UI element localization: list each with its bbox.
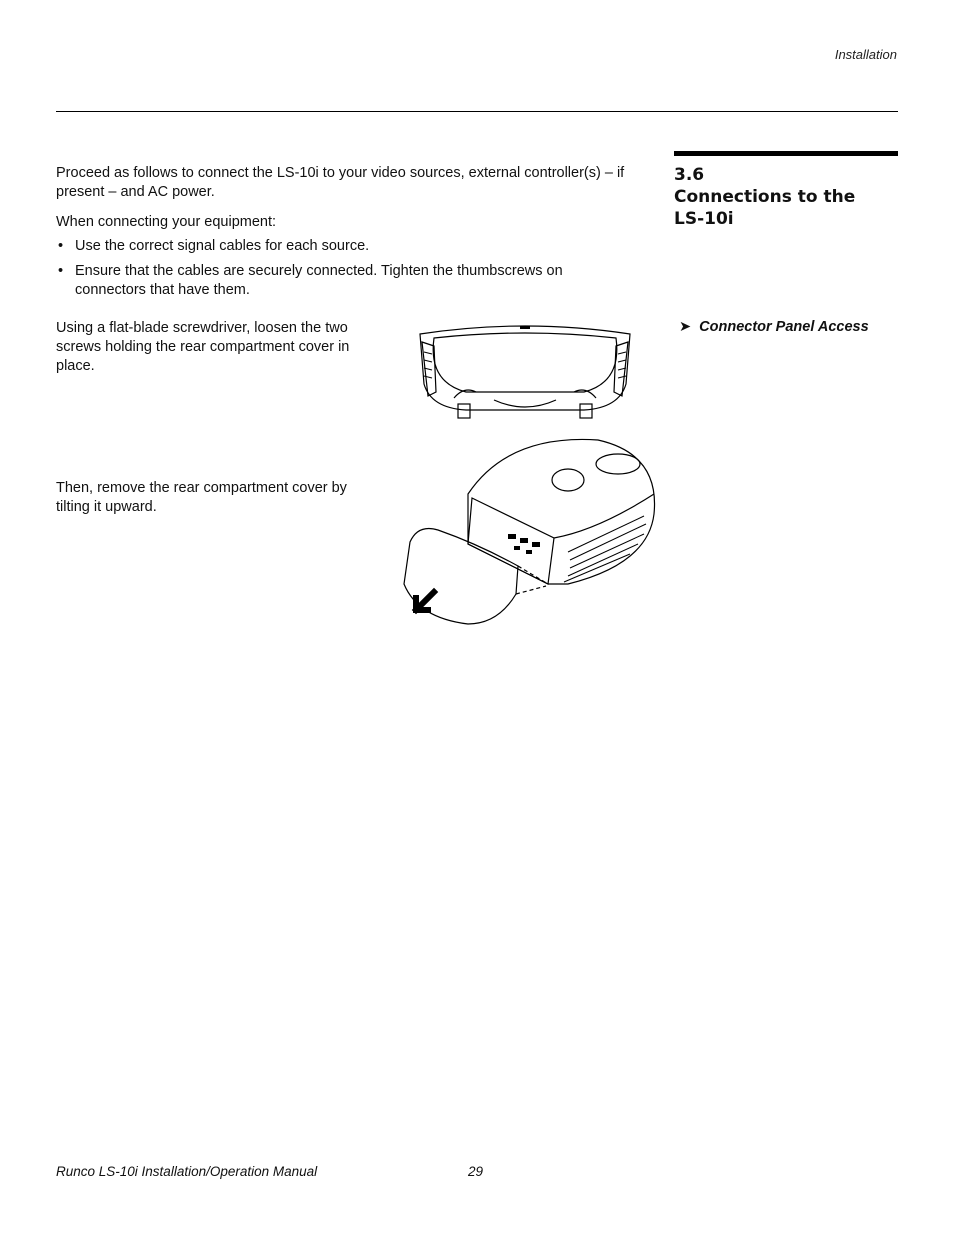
- list-item: [56, 262, 616, 300]
- cover-removal-figure: [398, 434, 660, 630]
- list-item: [56, 237, 616, 256]
- footer-manual-title: Runco LS-10i Installation/Operation Manual: [56, 1164, 318, 1179]
- bullet-icon: •: [58, 238, 64, 254]
- section-title-line1: Connections to the: [674, 187, 856, 207]
- projector-rear-view-figure: [414, 322, 636, 422]
- header-rule: [56, 111, 898, 112]
- bullet-icon: •: [58, 263, 64, 279]
- step-2-text: Then, remove the rear compartment cover by tilting it upward.: [56, 480, 347, 515]
- procedure-heading: [679, 319, 869, 335]
- pointer-arrow-icon: ➤: [679, 319, 692, 335]
- bullet-list: [56, 237, 616, 306]
- section-heading: [674, 164, 898, 230]
- intro-paragraph: Proceed as follows to connect the LS-10i to your video sources, external controller(s) – if present – and AC power.: [56, 165, 625, 200]
- step-1-text: Using a flat-blade screwdriver, loosen the two screws holding the rear compartment cover in place.: [56, 320, 350, 374]
- section-number: 3.6: [674, 165, 705, 185]
- when-connecting-text: When connecting your equipment:: [56, 214, 277, 230]
- procedure-heading-text: Connector Panel Access: [699, 319, 869, 335]
- section-title-line2: LS-10i: [674, 209, 734, 229]
- bullet-text: Use the correct signal cables for each source.: [75, 238, 370, 254]
- running-header: Installation: [834, 47, 897, 62]
- section-heading-bar: [674, 151, 898, 156]
- page-number: 29: [468, 1164, 484, 1179]
- bullet-text: Ensure that the cables are securely connected. Tighten the thumbscrews on connectors that have them.: [75, 263, 563, 298]
